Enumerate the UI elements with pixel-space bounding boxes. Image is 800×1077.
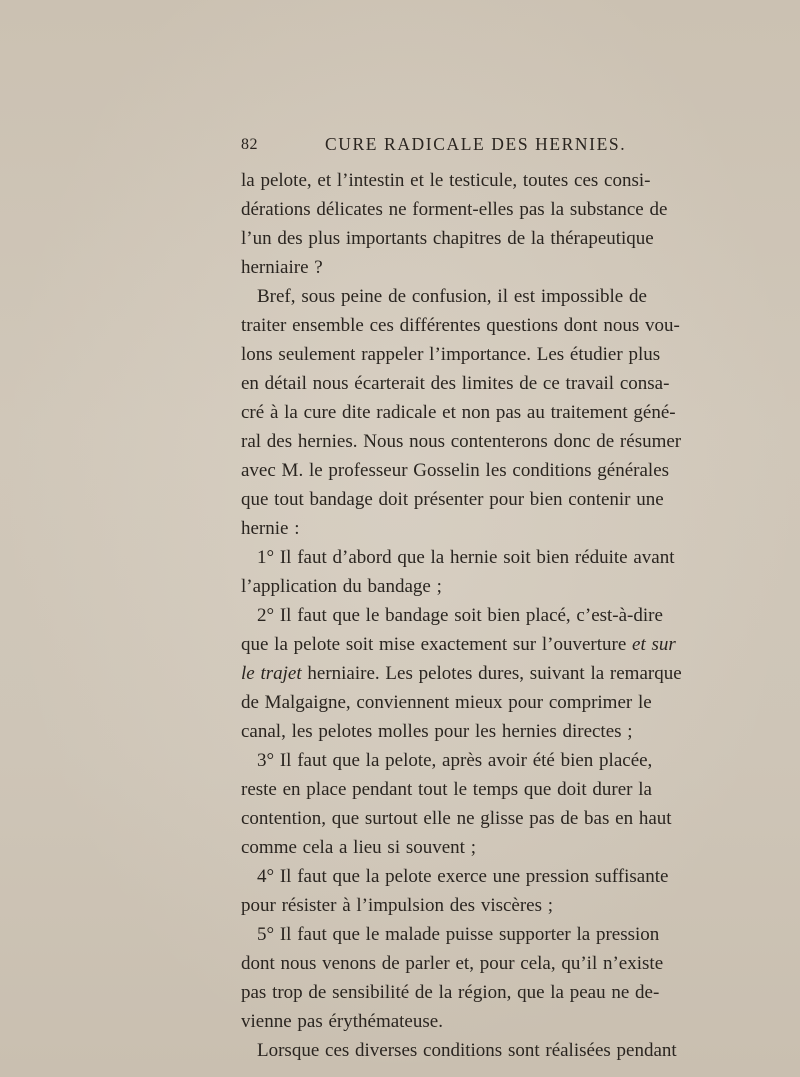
text-line: de Malgaigne, conviennent mieux pour comprimer le (241, 692, 652, 713)
text-line: herniaire ? (241, 257, 323, 278)
text-line: ral des hernies. Nous nous contenterons donc de résumer (241, 431, 682, 452)
text-line: 5° Il faut que le malade puisse supporter la pression (257, 924, 660, 945)
text-line: en détail nous écarterait des limites de ce travail consa- (241, 373, 670, 394)
text-line: vienne pas érythémateuse. (241, 1011, 443, 1032)
text-span: herniaire. Les pelotes dures, suivant la remarque (307, 663, 682, 684)
text-line: 4° Il faut que la pelote exerce une pression suffisante (257, 866, 669, 887)
text-span: que la pelote soit mise exactement sur l’ouverture (241, 634, 627, 655)
text-line: 2° Il faut que le bandage soit bien placé, c’est-à-dire (257, 605, 663, 626)
text-line: cré à la cure dite radicale et non pas au traitement géné- (241, 402, 676, 423)
text-line: l’application du bandage ; (241, 576, 442, 597)
text-line: avec M. le professeur Gosselin les conditions générales (241, 460, 670, 481)
text-line: dérations délicates ne forment-elles pas la substance de (241, 199, 668, 220)
page-number: 82 (241, 136, 258, 153)
text-line: Lorsque ces diverses conditions sont réalisées pendant (257, 1040, 677, 1061)
text-line: l’un des plus importants chapitres de la thérapeutique (241, 228, 654, 249)
text-line: pour résister à l’impulsion des viscères ; (241, 895, 554, 916)
text-line: traiter ensemble ces différentes questions dont nous vou- (241, 315, 680, 336)
text-line: 1° Il faut d’abord que la hernie soit bien réduite avant (257, 547, 675, 568)
text-line-with-italic (241, 630, 676, 659)
italic-span: et sur (632, 634, 676, 655)
text-line: canal, les pelotes molles pour les hernies directes ; (241, 721, 633, 742)
text-line: Bref, sous peine de confusion, il est impossible de (257, 286, 647, 307)
body-text (241, 166, 682, 1065)
text-line: que tout bandage doit présenter pour bien contenir une (241, 489, 664, 510)
text-line: contention, que surtout elle ne glisse pas de bas en haut (241, 808, 672, 829)
text-line: pas trop de sensibilité de la région, que la peau ne de- (241, 982, 660, 1003)
text-line: lons seulement rappeler l’importance. Les étudier plus (241, 344, 661, 365)
page-header (241, 134, 647, 156)
text-line: dont nous venons de parler et, pour cela, qu’il n’existe (241, 953, 664, 974)
text-line: comme cela a lieu si souvent ; (241, 837, 476, 858)
text-line: hernie : (241, 518, 300, 539)
running-title: CURE RADICALE DES HERNIES. (325, 134, 627, 154)
text-line: 3° Il faut que la pelote, après avoir été bien placée, (257, 750, 653, 771)
text-line-with-italic (241, 659, 682, 688)
text-line: la pelote, et l’intestin et le testicule, toutes ces consi- (241, 170, 651, 191)
italic-span: le trajet (241, 663, 302, 684)
text-line: reste en place pendant tout le temps que doit durer la (241, 779, 652, 800)
